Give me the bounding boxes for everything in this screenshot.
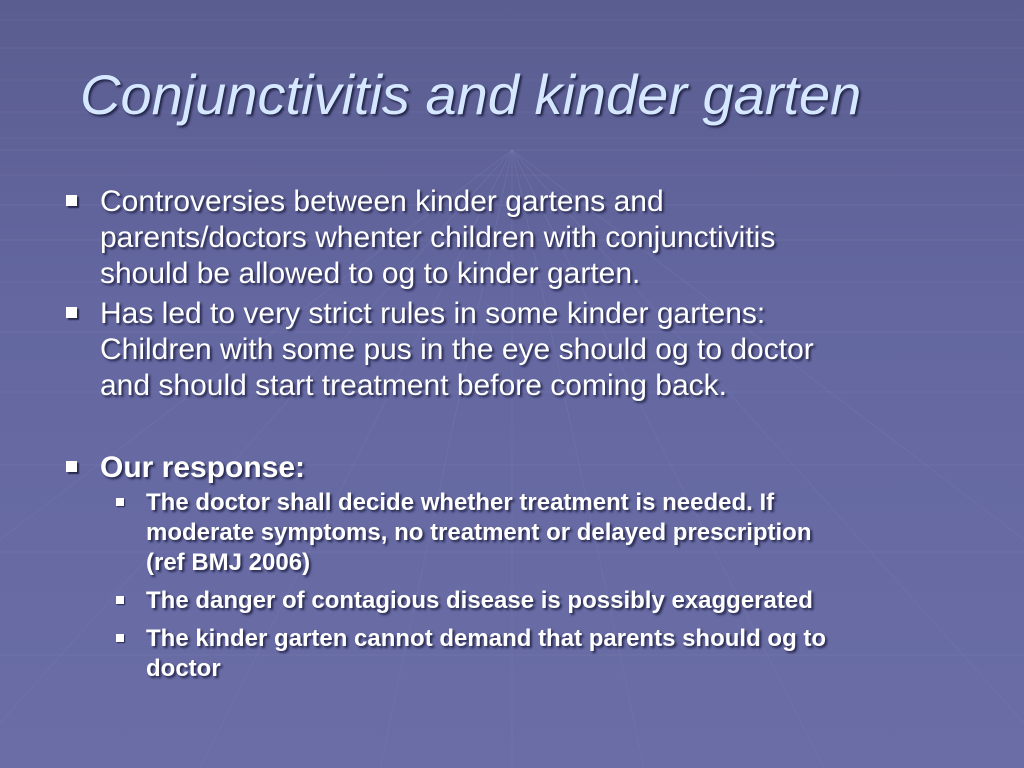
bullet-text-line: Controversies between kinder gartens and bbox=[100, 185, 664, 218]
sub-bullet-text-line: moderate symptoms, no treatment or delayed prescription bbox=[146, 519, 812, 546]
sub-bullet-text-line: (ref BMJ 2006) bbox=[146, 549, 311, 576]
sub-bullet-text-line: The danger of contagious disease is possibly exaggerated bbox=[146, 587, 813, 614]
square-bullet-icon bbox=[116, 596, 124, 604]
response-heading: Our response: bbox=[100, 451, 306, 484]
square-bullet-icon bbox=[66, 307, 77, 318]
spacer bbox=[62, 408, 962, 450]
sub-bullet-text-line: The doctor shall decide whether treatment is needed. If bbox=[146, 489, 775, 516]
square-bullet-icon bbox=[66, 195, 77, 206]
bullet-item bbox=[62, 296, 962, 404]
square-bullet-icon bbox=[116, 498, 124, 506]
square-bullet-icon bbox=[66, 461, 77, 472]
sub-bullet-text-line: The kinder garten cannot demand that parents should og to bbox=[146, 625, 827, 652]
sub-bullet-text-line: doctor bbox=[146, 655, 221, 682]
sub-bullet-item bbox=[62, 586, 962, 616]
response-heading-item bbox=[62, 450, 962, 486]
bullet-text-line: and should start treatment before coming back. bbox=[100, 369, 728, 402]
bullet-text-line: should be allowed to og to kinder garten. bbox=[100, 257, 641, 290]
bullet-item bbox=[62, 184, 962, 292]
sub-bullet-item bbox=[62, 624, 962, 684]
slide-title: Conjunctivitis and kinder garten bbox=[80, 63, 862, 126]
bullet-text-line: Children with some pus in the eye should og to doctor bbox=[100, 333, 814, 366]
bullet-text-line: parents/doctors whenter children with conjunctivitis bbox=[100, 221, 776, 254]
square-bullet-icon bbox=[116, 634, 124, 642]
bullet-text-line: Has led to very strict rules in some kinder gartens: bbox=[100, 297, 766, 330]
sub-bullet-item bbox=[62, 488, 962, 578]
slide-body bbox=[62, 184, 962, 692]
